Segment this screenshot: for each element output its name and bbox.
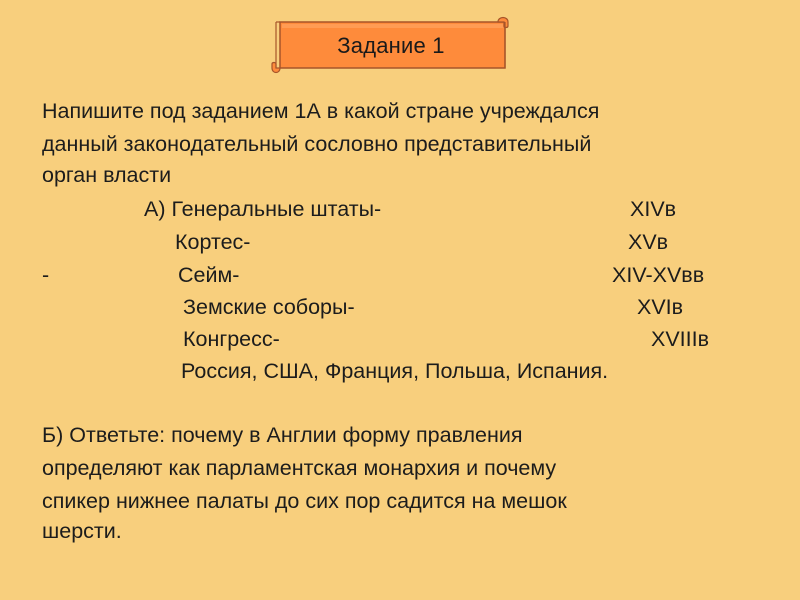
- item-century-general-estates: XIVв: [630, 197, 677, 221]
- item-century-zemsky-sobor: XVIв: [637, 295, 684, 319]
- item-prefix-dash: -: [42, 263, 50, 287]
- question-b-line-4: шерсти.: [42, 519, 122, 543]
- intro-line-1: Напишите под заданием 1А в какой стране учреждался: [42, 99, 600, 123]
- item-label-zemsky-sobor: Земские соборы-: [183, 295, 355, 319]
- item-century-cortes: XVв: [628, 230, 669, 254]
- item-label-general-estates: А) Генеральные штаты-: [144, 197, 382, 221]
- item-label-congress: Конгресс-: [183, 327, 280, 351]
- intro-line-2: данный законодательный сословно представительный: [42, 132, 592, 156]
- item-label-cortes: Кортес-: [175, 230, 251, 254]
- item-century-sejm: XIV-XVвв: [612, 263, 705, 287]
- item-century-congress: XVIIIв: [651, 327, 710, 351]
- item-label-sejm: Сейм-: [178, 263, 240, 287]
- task-banner-scroll: [270, 14, 512, 76]
- question-b-line-1: Б) Ответьте: почему в Англии форму правления: [42, 423, 523, 447]
- countries-line: Россия, США, Франция, Польша, Испания.: [181, 359, 609, 383]
- task-title: Задание 1: [337, 33, 445, 58]
- question-b-line-3: спикер нижнее палаты до сих пор садится на мешок: [42, 489, 567, 513]
- question-b-line-2: определяют как парламентская монархия и почему: [42, 456, 557, 480]
- intro-line-3: орган власти: [42, 163, 172, 187]
